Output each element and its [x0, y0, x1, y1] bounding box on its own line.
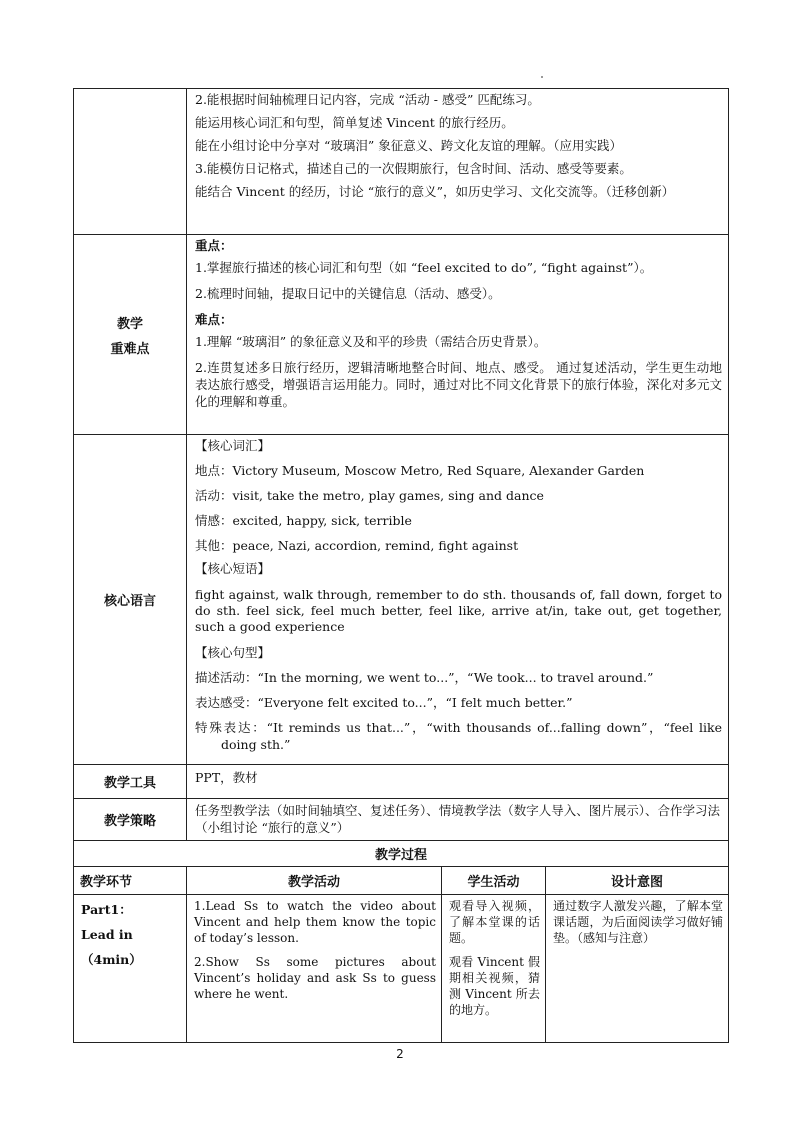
- strategy-row: [74, 799, 729, 841]
- lesson-plan-page: [73, 88, 728, 1043]
- scan-speck: [541, 76, 543, 78]
- objectives-label-cell: [74, 89, 187, 235]
- process-title: 教学过程: [74, 841, 729, 867]
- objective-item: 能在小组讨论中分享对 “玻璃泪” 象征意义、跨文化友谊的理解。（应用实践）: [195, 138, 622, 153]
- keypoints-cell: [187, 235, 729, 435]
- objective-item: 2.能根据时间轴梳理日记内容，完成 “活动 - 感受” 匹配练习。: [195, 92, 540, 107]
- lesson-plan-table: [73, 88, 729, 1043]
- header-teacher: 教学活动: [187, 867, 442, 895]
- objectives-row: [74, 89, 729, 235]
- table-row: [74, 895, 729, 1043]
- vocab-item: 情感：excited, happy, sick, terrible: [195, 513, 412, 528]
- core-language-label: 核心语言: [74, 435, 187, 765]
- keypoints-label-line2: 重难点: [110, 341, 150, 357]
- header-intent: 设计意图: [546, 867, 729, 895]
- focus-title: 重点：: [195, 238, 233, 253]
- objective-item: 能结合 Vincent 的经历，讨论 “旅行的意义”，如历史学习、文化交流等。（迁移创新）: [195, 184, 675, 199]
- objective-item: 3.能模仿日记格式，描述自己的一次假期旅行，包含时间、活动、感受等要素。: [195, 161, 632, 176]
- sentence-item: 特殊表达：“It reminds us that...”，“with thousands of...falling down”，“feel like doing sth.”: [195, 720, 723, 752]
- keypoints-label-line1: 教学: [116, 316, 143, 332]
- difficulty-item: 1.理解 “玻璃泪” 的象征意义及和平的珍贵（需结合历史背景）。: [195, 334, 547, 349]
- process-header-row: [74, 867, 729, 895]
- core-language-cell: [187, 435, 729, 765]
- core-language-row: [74, 435, 729, 765]
- design-intent-cell: 通过数字人激发兴趣，了解本堂课话题，为后面阅读学习做好铺垫。（感知与注意）: [546, 895, 729, 1043]
- tools-label: 教学工具: [74, 765, 187, 799]
- focus-item: 1.掌握旅行描述的核心词汇和句型（如 “feel excited to do”, “fight against”）。: [195, 260, 653, 275]
- teacher-activity: 1.Lead Ss to watch the video about Vincent and help them know the topic of today’s lesson.: [194, 899, 436, 945]
- vocab-title: 【核心词汇】: [195, 438, 271, 453]
- strategy-label: 教学策略: [74, 799, 187, 841]
- teacher-activity-cell: [187, 895, 442, 1043]
- objective-item: 能运用核心词汇和句型，简单复述 Vincent 的旅行经历。: [195, 115, 514, 130]
- tools-value: PPT，教材: [187, 765, 729, 799]
- phrases-title: 【核心短语】: [195, 561, 271, 576]
- stage-time: （4min）: [81, 952, 142, 967]
- stage-name: Lead in: [81, 927, 133, 942]
- page-number: 2: [396, 1047, 404, 1061]
- sentences-title: 【核心句型】: [195, 645, 271, 660]
- student-activity-cell: [442, 895, 546, 1043]
- keypoints-row: [74, 235, 729, 435]
- header-student: 学生活动: [442, 867, 546, 895]
- phrases-text: fight against, walk through, remember to do sth. thousands of, fall down, forget to do sth. feel sick, feel much better, feel like, arrive at/in, take out, get together, such a good experience: [195, 587, 723, 634]
- sentence-item: 描述活动：“In the morning, we went to...”，“We took... to travel around.”: [195, 670, 654, 685]
- difficulty-item: 2.连贯复述多日旅行经历，逻辑清晰地整合时间、地点、感受。 通过复述活动，学生更生动地表达旅行感受，增强语言运用能力。同时，通过对比不同文化背景下的旅行体验，深化对多元文化的理解和尊重。: [195, 360, 723, 409]
- teacher-activity: 2.Show Ss some pictures about Vincent’s holiday and ask Ss to guess where he went.: [194, 955, 436, 1001]
- vocab-item: 地点：Victory Museum, Moscow Metro, Red Square, Alexander Garden: [195, 463, 645, 478]
- stage-part: Part1：: [81, 902, 132, 917]
- keypoints-label: [74, 235, 187, 435]
- focus-item: 2.梳理时间轴，提取日记中的关键信息（活动、感受）。: [195, 286, 501, 301]
- student-activity: 观看 Vincent 假期相关视频，猜测 Vincent 所去的地方。: [449, 955, 540, 1017]
- strategy-value: 任务型教学法（如时间轴填空、复述任务）、情境教学法（数字人导入、图片展示）、合作学习法（小组讨论 “旅行的意义”）: [187, 799, 729, 841]
- tools-row: [74, 765, 729, 799]
- stage-cell: [74, 895, 187, 1043]
- difficulty-title: 难点：: [195, 312, 233, 327]
- header-stage: 教学环节: [74, 867, 187, 895]
- student-activity: 观看导入视频，了解本堂课的话题。: [449, 899, 540, 945]
- process-title-row: [74, 841, 729, 867]
- sentence-item: 表达感受：“Everyone felt excited to...”，“I felt much better.”: [195, 695, 573, 710]
- objectives-cell: [187, 89, 729, 235]
- vocab-item: 活动：visit, take the metro, play games, sing and dance: [195, 488, 544, 503]
- vocab-item: 其他：peace, Nazi, accordion, remind, fight against: [195, 538, 519, 553]
